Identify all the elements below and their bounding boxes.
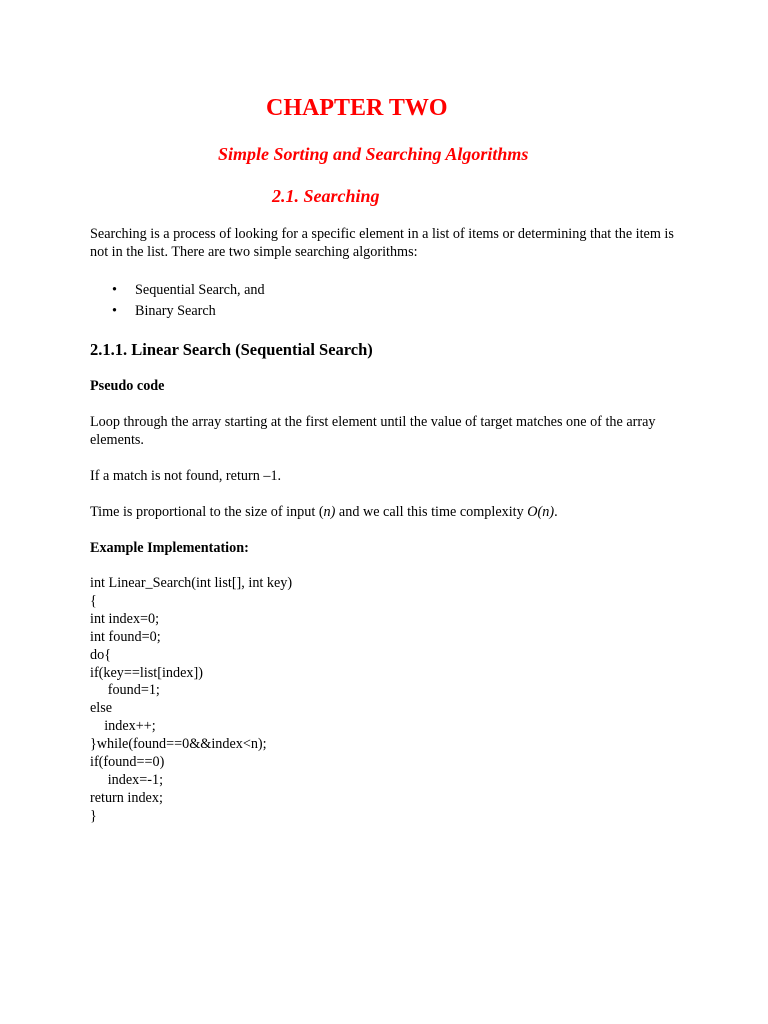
chapter-subtitle: Simple Sorting and Searching Algorithms [218, 144, 529, 164]
time-text-end: . [554, 504, 558, 520]
intro-paragraph: Searching is a process of looking for a specific element in a list of items or determining that the item is not in the list. There are two simple searching algorithms: [90, 226, 674, 260]
list-item-label: Binary Search [135, 302, 216, 319]
section-title: 2.1. Searching [272, 186, 380, 206]
time-text-middle: and we call this time complexity [335, 504, 528, 520]
pseudo-code-heading: Pseudo code [90, 378, 165, 394]
chapter-title: CHAPTER TWO [266, 95, 448, 121]
big-o-notation: O(n) [527, 504, 555, 520]
list-item [90, 280, 265, 301]
time-text-start: Time is proportional to the size of input ( [90, 504, 324, 520]
list-item [90, 301, 265, 322]
algorithm-list [90, 280, 265, 321]
loop-paragraph: Loop through the array starting at the first element until the value of target matches one of the array elements. [90, 414, 656, 448]
code-block: int Linear_Search(int list[], int key) { int index=0; int found=0; do{ if(key==list[index]) found=1; else index++; }while(found==0&&index<n); if(found==0) index=-1; return index; } [90, 575, 293, 824]
bullet-icon: • [112, 302, 117, 319]
example-heading: Example Implementation: [90, 540, 249, 556]
time-complexity-paragraph [90, 503, 690, 521]
bullet-icon: • [112, 282, 117, 298]
input-size-n: n) [323, 504, 336, 520]
match-paragraph: If a match is not found, return –1. [90, 468, 282, 484]
subsection-title: 2.1.1. Linear Search (Sequential Search) [90, 340, 373, 359]
list-item-label: Sequential Search, and [135, 282, 265, 298]
